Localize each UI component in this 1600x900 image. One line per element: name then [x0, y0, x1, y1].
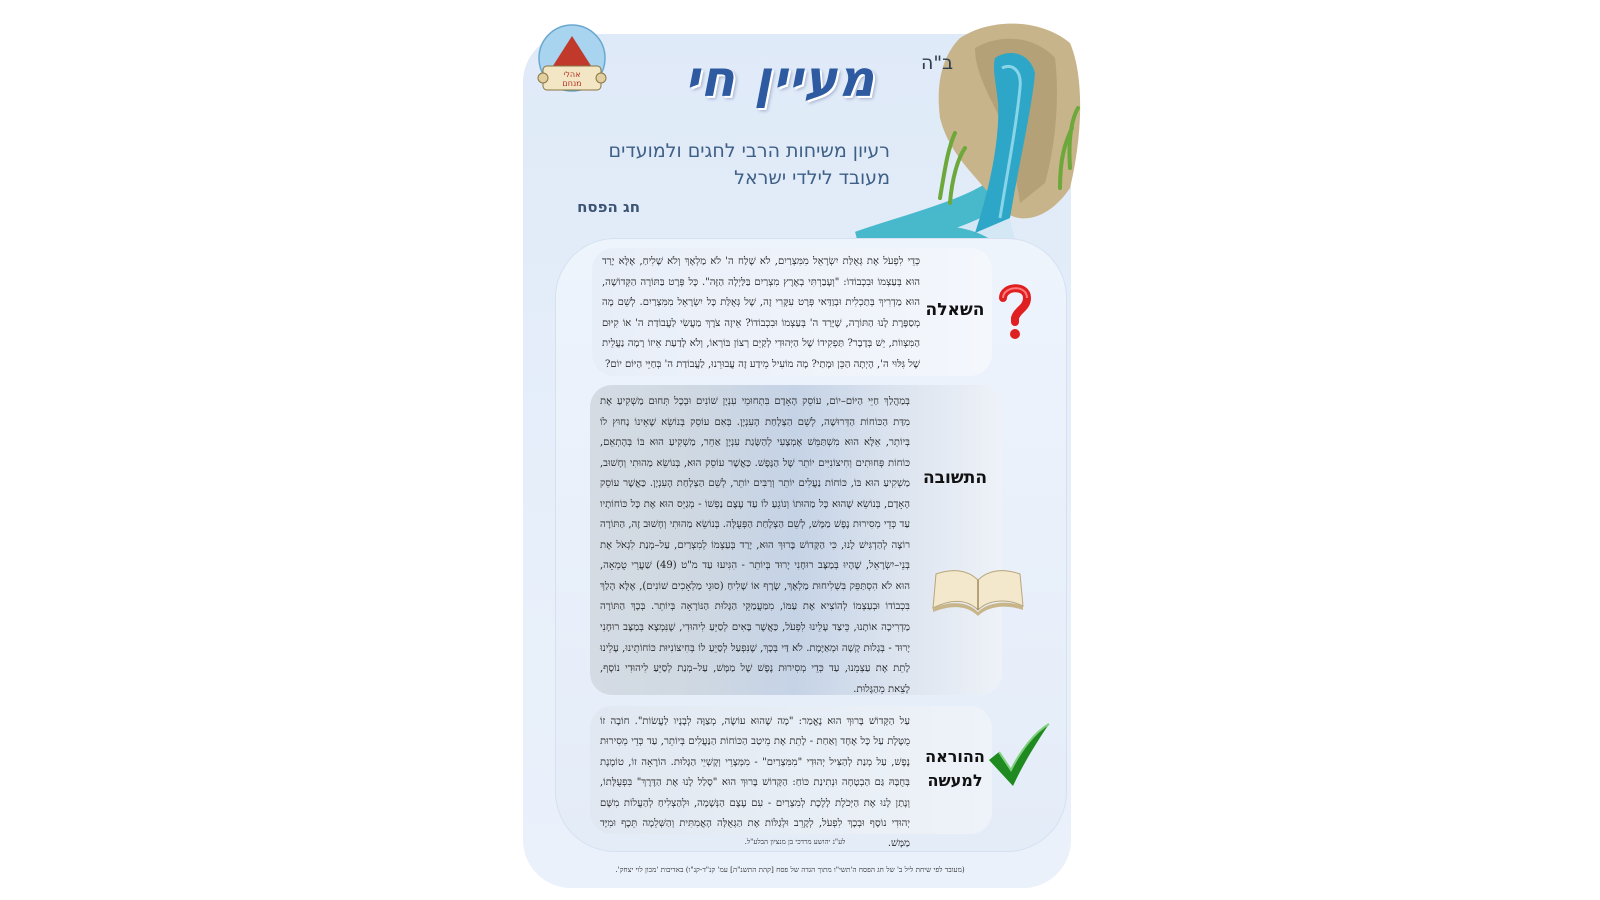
subtitle-line-2: מעובד לילדי ישראל	[734, 167, 890, 189]
instruction-label-line-1: ההוראה	[925, 747, 985, 766]
holiday-name: חג הפסח	[577, 198, 640, 216]
instruction-label-line-2: למעשה	[927, 771, 983, 790]
dedication: לע"נ יהושע מרדכי בן מנציון הבלע"ל.	[744, 838, 846, 846]
open-book-icon	[928, 560, 1028, 620]
question-label: השאלה	[925, 300, 985, 320]
logo-text-line1: אהלי	[563, 70, 581, 79]
question-mark-icon	[995, 282, 1035, 342]
page-title: מעיין חי	[684, 50, 876, 108]
answer-label: התשובה	[922, 468, 988, 488]
bh-marker: ב"ה	[921, 52, 954, 74]
logo-text-line2: מנחם	[562, 79, 582, 88]
ohalei-menachem-logo	[535, 22, 609, 100]
answer-text: בְּמַהֲלַךְ חַיֵּי הַיּוֹם–יוֹם, עוֹסֵק הָאָדָם בִּתְחוּמֵי עִנְיָן שׁוֹנִים וּבְכָל תְּחוּם מַשְׁקִיעַ אֶת מִדַּת הַכּוֹחוֹת הַדְּרוּשָׁה, לְשֵׁם הַצְלָחַת הָעִנְיָן. בְּאִם עוֹסֵק בְּנוֹשֵׂא שֶׁאֵינוֹ נָחוּץ לוֹ בְּיוֹתֵר, אֵלָּא הוּא מִשְׁתַּמֵּשׁ אֶמְצָעִי לְהַשָּׂגַת עִנְיָן אַחֵר, מַשְׁקִיעַ הוּא בּוֹ בְּהֶתְאֵם, כּוֹחוֹת פְּחוּתִים וְחִיצוֹנִיִּים יוֹתֵר שֶׁל הַנֶּפֶשׁ. כַּאֲשֶׁר עוֹסֵק הוּא, בְּנוֹשֵׂא מַהוּתִי וְחָשׁוּב, מַשְׁקִיעַ הוּא בּוֹ, כּוֹחוֹת נַעֲלִים יוֹתֵר וְרַבִּים יוֹתֵר, לְשֵׁם הַצְלָחַת הָעִנְיָן. כַּאֲשֶׁר עוֹסֵק הָאָדָם, בְּנוֹשֵׂא שֶׁהוּא כָּל מַהוּתוֹ וְנוֹגֵעַ לוֹ עַד עֶצֶם נַפְשׁוֹ - מְגַיֵּס הוּא אֶת כָּל כּוֹחוֹתָיו עַד כְּדֵי מְסִירוּת נֶפֶשׁ מַמָּשׁ, לְשֵׁם הַצְלָחַת הַפְּעֻלָּה. בְּנוֹשֵׂא מַהוּתִי וְחָשׁוּב זֶה, הַתּוֹרָה רוֹצָה לְהַדְגִּישׁ לָנוּ, כִּי הַקָּדוֹשׁ בָּרוּךְ הוּא, יָרַד בְּעַצְמוֹ לְמִצְרַיִם, עַל–מְנַת לִגְאֹל אֶת בְּנֵי–יִשְׂרָאֵל, שֶׁהָיוּ בְּמַצָּב רוּחָנִי יָרוּד בְּיוֹתֵר - הִגִּיעוּ עַד מ"ט (49) שַׁעֲרֵי טֻמְאָה, הוּא לֹא הִסְתַּפֵּק בִּשְׁלִיחוּת מַלְאָךְ, שָׂרָף אוֹ שָׁלִיחַ (סוּגֵי מַלְאָכִים שׁוֹנִים), אֶלָּא הָלַךְ בִּכְבוֹדוֹ וּבְעַצְמוֹ לְהוֹצִיא אֶת עַמּוֹ, מִמַּעֲמַקֵּי הַגָּלוּת הַנּוֹרָאָה בְּיוֹתֵר. בְּכָךְ הַתּוֹרָה מַדְרִיכָה אוֹתָנוּ, כֵּיצַד עָלֵינוּ לִפְעֹל, כַּאֲשֶׁר בָּאִים לְסַיֵּעַ לִיהוּדִי, שֶׁנִּמְצָא בְּמַצָּב רוּחָנִי יָרוּד - בְּגָלוּת קָשָׁה וּמְאַיֶּמֶת. לֹא דַּי בְּכָךְ, שֶׁנִּפְעַל לְסַיֵּעַ לוֹ בְּחִיצוֹנִיּוּת כּוֹחוֹתֵינוּ, עָלֵינוּ לָתֵת אֶת עַצְמֵנוּ, עַד כְּדֵי מְסִירוּת נֶפֶשׁ שֶׁל מַמָּשׁ, עַל–מְנַת לְסַיֵּעַ לִיהוּדִי נוֹסָף, לָצֵאת מֵהַגָּלוּת.	[600, 396, 911, 695]
waterfall-illustration	[920, 18, 1085, 233]
subtitle	[560, 138, 890, 192]
source-note: (מעובד לפי שיחת ליל ב' של חג הפסח ה'תשי"ו מתוך הגדה של פסח [קהת התשנ"ה] עמ' קנ"ד-קנ"ו) באדיבות 'מכון לוי יצחק'.	[615, 865, 965, 874]
instruction-text: עַל הַקָּדוֹשׁ בָּרוּךְ הוּא נֶאֱמַר: "מָה שֶׁהוּא עוֹשֶׂה, מְצַוֶּה לְבָנָיו לַעֲשׂוֹת". חוֹבָה זוֹ מֻטֶּלֶת עַל כָּל אֶחָד וְאַחַת - לָתֵת אֶת מֵיטַב הַכּוֹחוֹת הַנַּעֲלִים בְּיוֹתֵר, עַד כְּדֵי מְסִירוּת נֶפֶשׁ, עַל מְנַת לְהַצִּיל יְהוּדִי "מִמִּצְרַיִם" - מִמְּצָרֵי וְקָשְׁיֵי הַגָּלוּת. הוֹרָאָה זוֹ, טוֹמֶנֶת בְּחֻבָּהּ גַּם הַבְטָחָה וּנְתִינַת כּוֹחַ: הַקָּדוֹשׁ בָּרוּךְ הוּא "סָלַל לָנוּ אֶת הַדֶּרֶךְ" בִּפְעֻלָּתוֹ, וְנָתַן לָנוּ אֶת הַיְּכֹלֶת לָלֶכֶת לְמִצְרַיִם - עִם עֶצֶם הַנְּשָׁמָה, וּלְהַצְלִיחַ לְהַעֲלוֹת מִשָּׁם יְהוּדִי נוֹסָף וּבְכָךְ לִפְעֹל, לְקָרֵב וּלְגַלּוֹת אֶת הַגְּאֻלָּה הָאֲמִתִּית וְהַשְּׁלֵמָה תֵּכֶף וּמִיָּד מַמָּשׁ.	[600, 716, 910, 850]
subtitle-line-1: רעיון משיחות הרבי לחגים ולמועדים	[608, 140, 890, 162]
question-text: כְּדֵי לִפְעֹל אֶת גְּאֻלַּת יִשְׂרָאֵל מִמִּצְרַיִם, לֹא שָׁלַח ה' לֹא מַלְאָךְ וְלֹא שָׁלִיחַ, אֶלָּא יָרַד הוּא בְּעַצְמוֹ וּבִכְבוֹדוֹ: "וְעָבַרְתִּי בְאֶרֶץ מִצְרַיִם בַּלַּיְלָה הַזֶּה". כָּל פְּרָט בַּתּוֹרָה הַקְּדוֹשָׁה, הוּא מַדְרִיךְ בְּתַכְלִית וּבְוַדַּאי פְּרָט עִקָּרִי זֶה, שֶׁל גְּאֻלַּת כָּל יִשְׂרָאֵל מִמִּצְרַיִם. לְשֵׁם מָה מְסַפֶּרֶת לָנוּ הַתּוֹרָה, שֶׁיָּרַד ה' בְּעַצְמוֹ וּבִכְבוֹדוֹ? אֵיזֶה צֹרֶךְ מַעֲשִׂי לַעֲבוֹדַת ה' אוֹ קִיּוּם הַמִּצְווֹת, יֵשׁ בְּדָבָר? תַּפְקִידוֹ שֶׁל הַיְּהוּדִי לְקַיֵּם רְצוֹן בּוֹרְאוֹ, וְלֹא לָדַעַת אֵיזוֹ רָמָה נַעֲלֵית שֶׁל גִּלּוּי ה', הָיְתָה הַכֵּן וּמָתַי? מָה מוֹעִיל מֵידַע זֶה עֲבוּרֵנוּ, לַעֲבוֹדַת ה' בְּחַיֵּי הַיּוֹם יוֹם?	[602, 256, 920, 370]
instruction-label	[915, 745, 995, 793]
check-mark-icon	[985, 720, 1053, 792]
